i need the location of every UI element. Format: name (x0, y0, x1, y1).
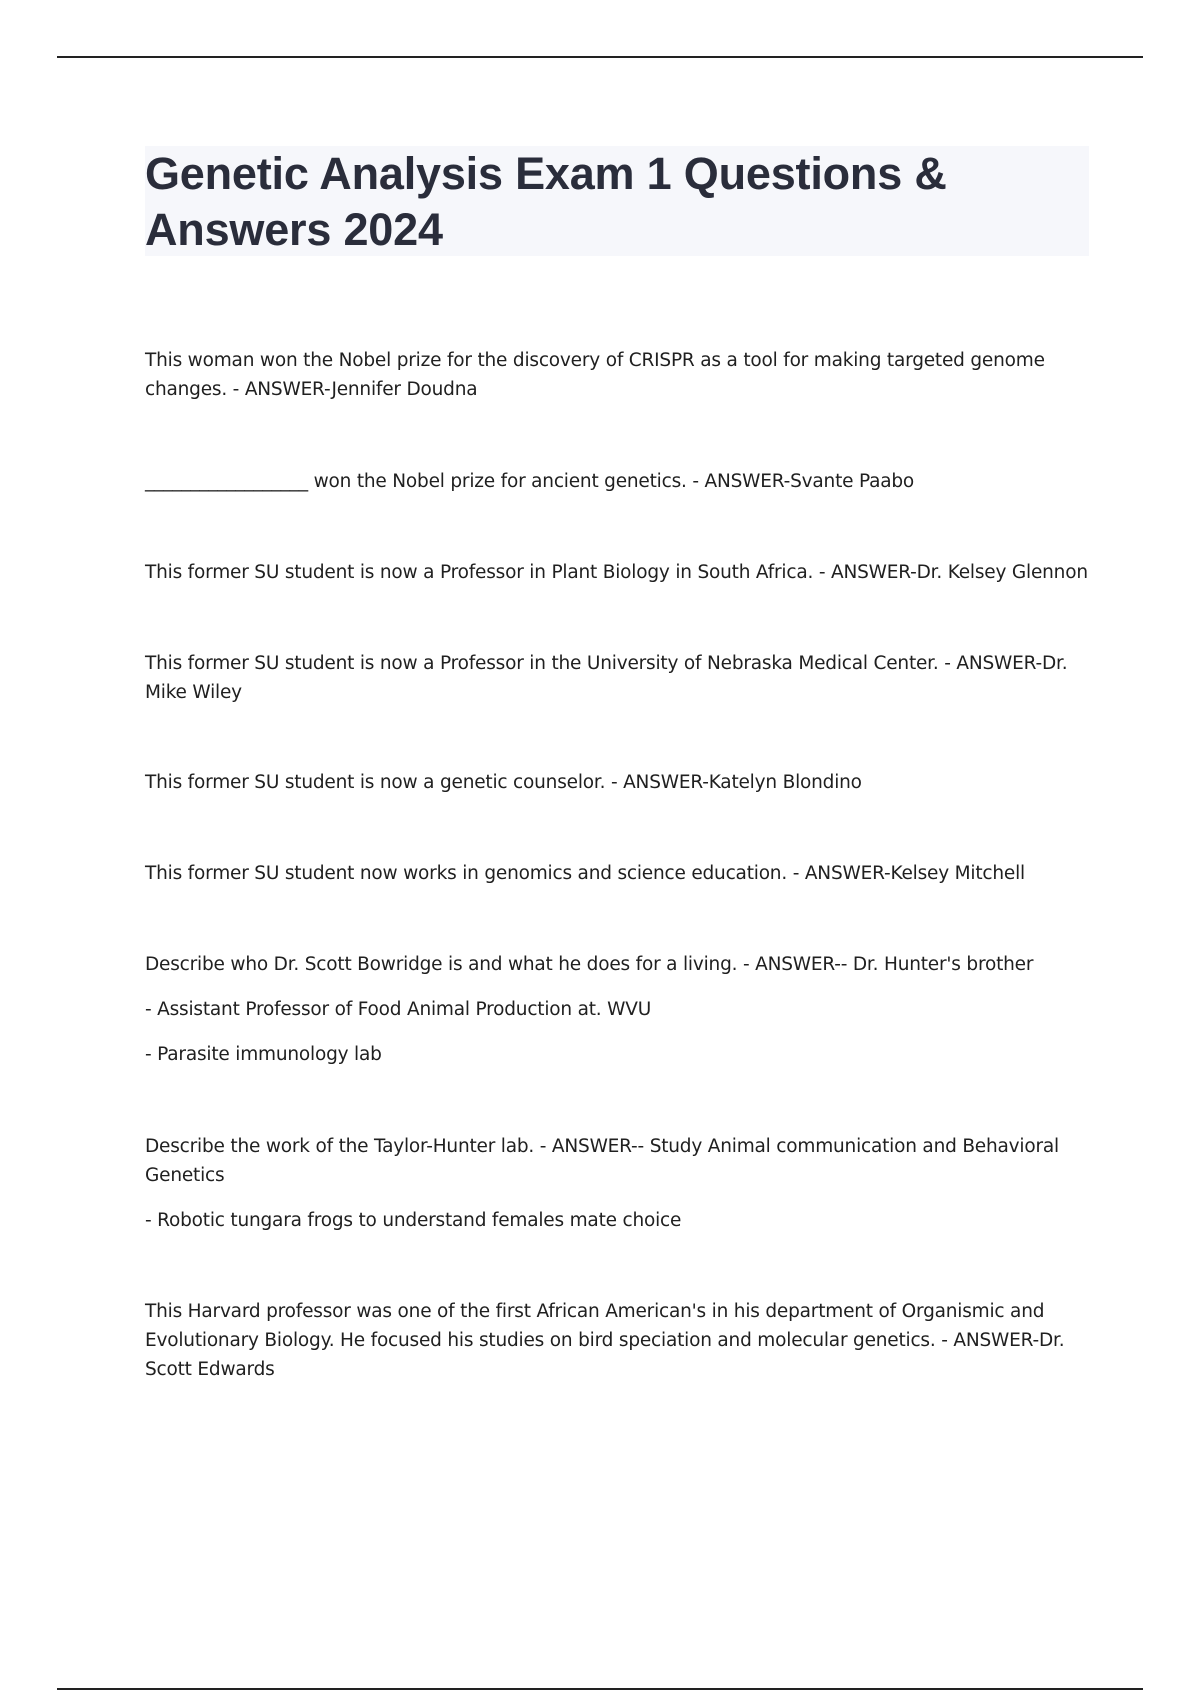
qa-item-8 (145, 1132, 1095, 1235)
question-line: This former SU student is now a genetic counselor. - ANSWER-Katelyn Blondino (145, 772, 862, 793)
question-line: Mike Wiley (145, 682, 242, 703)
qa-item-4 (145, 649, 1095, 707)
answer-bullet: - Robotic tungara frogs to understand females mate choice (145, 1210, 682, 1231)
qa-item-9 (145, 1297, 1095, 1384)
qa-item-3 (145, 558, 1095, 587)
question-line: Describe who Dr. Scott Bowridge is and what he does for a living. - ANSWER-- Dr. Hunter's brother (145, 954, 1034, 975)
title-line-1: Genetic Analysis Exam 1 Questions & (145, 148, 947, 199)
question-line: This Harvard professor was one of the first African American's in his department of Organismic and (145, 1301, 1045, 1322)
qa-item-6 (145, 859, 1095, 888)
question-line: Scott Edwards (145, 1359, 275, 1380)
answer-bullet: - Assistant Professor of Food Animal Production at. WVU (145, 999, 652, 1020)
answer-bullet: - Parasite immunology lab (145, 1044, 382, 1065)
question-line: This former SU student is now a Professor in the University of Nebraska Medical Center. - ANSWER-Dr. (145, 653, 1068, 674)
question-line: This woman won the Nobel prize for the discovery of CRISPR as a tool for making targeted genome (145, 350, 1045, 371)
bottom-rule (57, 1688, 1143, 1690)
question-line: changes. - ANSWER-Jennifer Doudna (145, 379, 478, 400)
page-title (145, 146, 1089, 258)
question-line: This former SU student now works in genomics and science education. - ANSWER-Kelsey Mitchell (145, 863, 1025, 884)
qa-item-2 (145, 467, 1095, 496)
question-line: This former SU student is now a Professor in Plant Biology in South Africa. - ANSWER-Dr. Kelsey Glennon (145, 562, 1088, 583)
question-line: __________________ won the Nobel prize for ancient genetics. - ANSWER-Svante Paabo (145, 471, 915, 492)
qa-item-1 (145, 346, 1095, 404)
title-block (145, 146, 1089, 256)
qa-item-7 (145, 950, 1095, 1069)
qa-item-5 (145, 768, 1095, 797)
question-line: Genetics (145, 1165, 225, 1186)
title-line-2: Answers 2024 (145, 204, 443, 255)
question-line: Describe the work of the Taylor-Hunter lab. - ANSWER-- Study Animal communication and Behavioral (145, 1136, 1059, 1157)
question-line: Evolutionary Biology. He focused his studies on bird speciation and molecular genetics. - ANSWER-Dr. (145, 1330, 1065, 1351)
top-rule (57, 56, 1143, 58)
